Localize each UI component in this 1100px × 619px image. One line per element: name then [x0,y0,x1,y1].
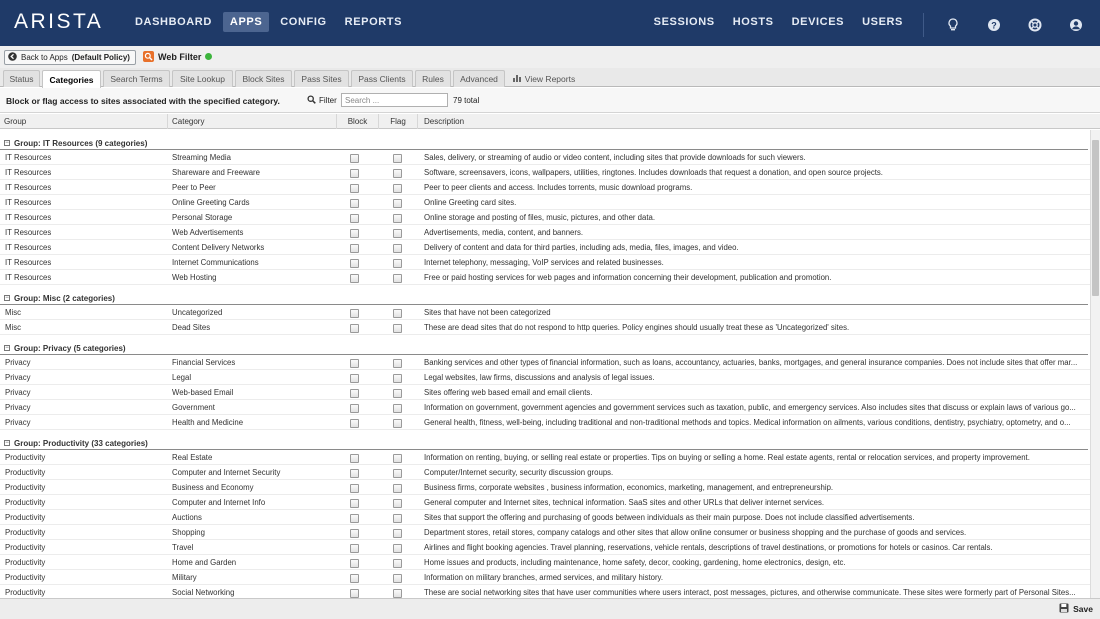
flag-checkbox[interactable] [393,469,402,478]
cell-group: Productivity [5,513,46,522]
cell-group: Productivity [5,498,46,507]
flag-checkbox[interactable] [393,484,402,493]
block-checkbox[interactable] [350,214,359,223]
support-icon[interactable] [1025,15,1045,35]
back-to-apps-button[interactable] [4,50,136,65]
table-row[interactable] [0,450,1090,465]
page-description: Block or flag access to sites associated with the specified category. [6,96,280,106]
tab-rules[interactable]: Rules [415,70,451,87]
cell-group: IT Resources [5,258,52,267]
tab-view-reports[interactable] [508,70,580,87]
cell-description: Sites offering web based email and email clients. [424,388,593,397]
cell-description: Business firms, corporate websites , business information, economics, marketing, management, and entrepreneurship. [424,483,834,492]
nav-config[interactable]: CONFIG [280,16,327,28]
cell-category: Internet Communications [172,258,259,267]
cell-category: Web Hosting [172,273,217,282]
table-row[interactable] [0,480,1090,495]
flag-checkbox[interactable] [393,309,402,318]
cell-description: Online Greeting card sites. [424,198,517,207]
column-header-category[interactable]: Category [168,114,337,129]
back-button-label: Back to Apps [21,53,68,62]
group-title: Group: Misc (2 categories) [14,294,115,303]
table-row[interactable] [0,320,1090,335]
lightbulb-icon[interactable] [943,15,963,35]
table-row[interactable] [0,370,1090,385]
cell-category: Business and Economy [172,483,254,492]
grid-header [0,114,1100,129]
table-row[interactable] [0,510,1090,525]
flag-checkbox[interactable] [393,404,402,413]
cell-group: Productivity [5,468,46,477]
flag-checkbox[interactable] [393,529,402,538]
block-checkbox[interactable] [350,484,359,493]
cell-description: Delivery of content and data for third parties, including ads, media, files, images, and video. [424,243,739,252]
group-title: Group: Privacy (5 categories) [14,344,126,353]
cell-description: Peer to peer clients and access. Includes torrents, music download programs. [424,183,693,192]
nav-divider [923,13,924,37]
cell-description: These are dead sites that do not respond to http queries. Policy engines should usually treat these as 'Uncategorized' sites. [424,323,850,332]
cell-group: Productivity [5,588,46,597]
cell-group: IT Resources [5,273,52,282]
save-icon [1059,603,1069,615]
flag-checkbox[interactable] [393,359,402,368]
nav-devices[interactable]: DEVICES [791,16,845,28]
block-checkbox[interactable] [350,229,359,238]
table-row[interactable] [0,525,1090,540]
cell-group: IT Resources [5,213,52,222]
back-arrow-icon [8,52,17,63]
tab-advanced[interactable]: Advanced [453,70,505,87]
block-checkbox[interactable] [350,559,359,568]
nav-sessions[interactable]: SESSIONS [653,16,715,28]
cell-group: Productivity [5,573,46,582]
table-row[interactable] [0,585,1090,598]
cell-category: Government [172,403,215,412]
cell-description: Online storage and posting of files, music, pictures, and other data. [424,213,656,222]
nav-users[interactable]: USERS [862,16,903,28]
cell-description: Airlines and flight booking agencies. Travel planning, reservations, vehicle rentals, descriptions of travel destinations, or promotions for hotels or casinos. Car rentals. [424,543,993,552]
tab-search-terms[interactable]: Search Terms [103,70,170,87]
cell-group: IT Resources [5,228,52,237]
cell-category: Financial Services [172,358,236,367]
cell-group: Productivity [5,543,46,552]
cell-category: Online Greeting Cards [172,198,250,207]
flag-checkbox[interactable] [393,199,402,208]
arista-logo[interactable]: ARISTA [14,10,104,33]
collapse-group-icon[interactable]: − [5,345,9,351]
cell-description: General computer and Internet sites, technical information. SaaS sites and other URLs that deliver internet services. [424,498,825,507]
cell-description: Department stores, retail stores, company catalogs and other sites that allow online consumer or business shopping and the purchase of goods and services. [424,528,967,537]
cell-description: Sites that support the offering and purchasing of goods between individuals as their main purpose. Does not include classified advertisements. [424,513,915,522]
block-checkbox[interactable] [350,404,359,413]
block-checkbox[interactable] [350,259,359,268]
save-label: Save [1073,604,1093,614]
cell-category: Peer to Peer [172,183,216,192]
flag-checkbox[interactable] [393,184,402,193]
cell-group: Misc [5,308,22,317]
cell-category: Streaming Media [172,153,231,162]
category-grid [0,130,1090,598]
block-checkbox[interactable] [350,359,359,368]
cell-description: Advertisements, media, content, and banners. [424,228,584,237]
block-checkbox[interactable] [350,514,359,523]
flag-checkbox[interactable] [393,454,402,463]
table-row[interactable] [0,150,1090,165]
block-checkbox[interactable] [350,589,359,598]
cell-group: IT Resources [5,153,52,162]
tab-pass-clients[interactable]: Pass Clients [351,70,413,87]
table-row[interactable] [0,570,1090,585]
view-reports-label: View Reports [524,73,576,84]
save-button[interactable] [1059,603,1093,615]
table-row[interactable] [0,255,1090,270]
scrollbar-thumb[interactable] [1092,140,1099,296]
tab-categories[interactable]: Categories [42,70,101,88]
cell-group: Misc [5,323,22,332]
cell-description: Information on government, government agencies and government services such as taxation, public, and emergency services. Also includes sites that discuss or explain laws of various go... [424,403,1076,412]
svg-text:?: ? [991,20,997,31]
block-checkbox[interactable] [350,309,359,318]
table-row[interactable] [0,225,1090,240]
cell-group: Productivity [5,483,46,492]
search-icon [307,95,316,106]
total-count: 79 total [453,96,480,105]
app-status-indicator [205,53,212,60]
cell-description: Sales, delivery, or streaming of audio or video content, including sites that provide downloads for such viewers. [424,153,806,162]
group-title: Group: IT Resources (9 categories) [14,139,148,148]
cell-category: Legal [172,373,192,382]
cell-description: Software, screensavers, icons, wallpapers, utilities, ringtones. Includes downloads that request a donation, and open source projects. [424,168,883,177]
cell-category: Home and Garden [172,558,237,567]
nav-icon-group [923,13,1086,37]
cell-description: Home issues and products, including maintenance, home safety, decor, cooking, gardening, home electronics, design, etc. [424,558,846,567]
tab-status[interactable]: Status [3,70,40,87]
flag-checkbox[interactable] [393,154,402,163]
flag-checkbox[interactable] [393,389,402,398]
flag-checkbox[interactable] [393,324,402,333]
tab-site-lookup[interactable]: Site Lookup [172,70,233,87]
block-checkbox[interactable] [350,274,359,283]
collapse-group-icon[interactable]: − [5,295,9,301]
cell-group: Privacy [5,403,31,412]
group-title: Group: Productivity (33 categories) [14,439,148,448]
filter-label: Filter [319,96,337,105]
flag-checkbox[interactable] [393,589,402,598]
nav-left [128,12,409,32]
block-checkbox[interactable] [350,469,359,478]
table-row[interactable] [0,355,1090,370]
block-checkbox[interactable] [350,199,359,208]
table-row[interactable] [0,240,1090,255]
cell-category: Military [172,573,197,582]
flag-checkbox[interactable] [393,499,402,508]
table-row[interactable] [0,165,1090,180]
block-checkbox[interactable] [350,544,359,553]
collapse-group-icon[interactable]: − [5,440,9,446]
top-navigation-bar [0,0,1100,46]
cell-description: Computer/Internet security, security discussion groups. [424,468,614,477]
cell-description: Legal websites, law firms, discussions and analysis of legal issues. [424,373,655,382]
block-checkbox[interactable] [350,454,359,463]
toolbar [0,88,1100,113]
cell-group: Privacy [5,388,31,397]
collapse-group-icon[interactable]: − [5,140,9,146]
block-checkbox[interactable] [350,374,359,383]
table-row[interactable] [0,305,1090,320]
cell-group: IT Resources [5,198,52,207]
cell-group: Privacy [5,358,31,367]
cell-description: Information on military branches, armed services, and military history. [424,573,664,582]
cell-group: Productivity [5,528,46,537]
flag-checkbox[interactable] [393,214,402,223]
cell-description: Free or paid hosting services for web pages and information concerning their development, publication and promotion. [424,273,832,282]
flag-checkbox[interactable] [393,574,402,583]
nav-apps[interactable]: APPS [223,12,269,32]
vertical-scrollbar[interactable] [1090,130,1100,598]
help-icon[interactable] [984,15,1004,35]
cell-category: Content Delivery Networks [172,243,265,252]
table-row[interactable] [0,495,1090,510]
search-input[interactable] [341,93,448,107]
column-header-block[interactable]: Block [337,114,379,129]
table-row[interactable] [0,270,1090,285]
cell-category: Web Advertisements [172,228,244,237]
cell-description: General health, fitness, well-being, including traditional and non-traditional methods and topics. Medical information on ailments, various conditions, dentistry, psychiatry, optometry, and o... [424,418,1071,427]
tab-block-sites[interactable]: Block Sites [235,70,292,87]
account-icon[interactable] [1066,15,1086,35]
table-row[interactable] [0,385,1090,400]
group-header[interactable] [0,430,1090,450]
cell-category: Computer and Internet Security [172,468,281,477]
cell-category: Uncategorized [172,308,223,317]
app-title [143,51,212,62]
flag-checkbox[interactable] [393,544,402,553]
column-header-description[interactable]: Description [424,117,465,126]
table-row[interactable] [0,180,1090,195]
tab-bar [0,68,1100,87]
block-checkbox[interactable] [350,184,359,193]
cell-category: Shopping [172,528,205,537]
cell-category: Social Networking [172,588,235,597]
column-header-group[interactable]: Group [0,114,168,129]
flag-checkbox[interactable] [393,169,402,178]
table-row[interactable] [0,400,1090,415]
flag-checkbox[interactable] [393,229,402,238]
cell-group: IT Resources [5,183,52,192]
app-header [0,46,1100,68]
flag-checkbox[interactable] [393,419,402,428]
group-header[interactable] [0,130,1090,150]
block-checkbox[interactable] [350,324,359,333]
table-row[interactable] [0,195,1090,210]
group-header[interactable] [0,335,1090,355]
cell-group: Productivity [5,558,46,567]
flag-checkbox[interactable] [393,514,402,523]
cell-description: Sites that have not been categorized [424,308,551,317]
cell-category: Health and Medicine [172,418,244,427]
cell-category: Web-based Email [172,388,234,397]
cell-description: Information on renting, buying, or selling real estate or properties. Tips on buying or selling a home. Real estate agents, rental or relocation services, and property improvement. [424,453,1030,462]
chart-icon [513,74,522,84]
flag-checkbox[interactable] [393,374,402,383]
table-row[interactable] [0,210,1090,225]
cell-category: Personal Storage [172,213,233,222]
cell-category: Computer and Internet Info [172,498,266,507]
filter-label-group [307,95,337,106]
cell-description: Internet telephony, messaging, VoIP services and related businesses. [424,258,664,267]
cell-description: These are social networking sites that have user communities where users interact, post messages, pictures, and otherwise communicate. These sites were formerly part of Personal Sites... [424,588,1076,597]
cell-description: Banking services and other types of financial information, such as loans, accountancy, actuaries, banks, mortgages, and general insurance companies. Does not include sites that offer mar... [424,358,1078,367]
block-checkbox[interactable] [350,244,359,253]
cell-category: Travel [172,543,194,552]
nav-hosts[interactable]: HOSTS [732,16,774,28]
block-checkbox[interactable] [350,529,359,538]
cell-group: IT Resources [5,168,52,177]
flag-checkbox[interactable] [393,259,402,268]
flag-checkbox[interactable] [393,274,402,283]
block-checkbox[interactable] [350,574,359,583]
back-button-policy: (Default Policy) [71,53,130,62]
table-row[interactable] [0,540,1090,555]
cell-group: Privacy [5,418,31,427]
table-row[interactable] [0,415,1090,430]
cell-group: IT Resources [5,243,52,252]
cell-category: Dead Sites [172,323,211,332]
block-checkbox[interactable] [350,154,359,163]
block-checkbox[interactable] [350,169,359,178]
block-checkbox[interactable] [350,389,359,398]
block-checkbox[interactable] [350,419,359,428]
nav-dashboard[interactable]: DASHBOARD [135,16,212,28]
cell-category: Auctions [172,513,202,522]
flag-checkbox[interactable] [393,559,402,568]
cell-group: Privacy [5,373,31,382]
footer-bar [0,598,1100,619]
block-checkbox[interactable] [350,499,359,508]
table-row[interactable] [0,555,1090,570]
tab-pass-sites[interactable]: Pass Sites [294,70,349,87]
cell-category: Shareware and Freeware [172,168,260,177]
cell-group: Productivity [5,453,46,462]
nav-reports[interactable]: REPORTS [344,16,403,28]
cell-category: Real Estate [172,453,213,462]
web-filter-icon [143,51,154,62]
table-row[interactable] [0,465,1090,480]
group-header[interactable] [0,285,1090,305]
flag-checkbox[interactable] [393,244,402,253]
nav-right [647,12,910,32]
column-header-flag[interactable]: Flag [379,114,418,129]
app-name: Web Filter [158,51,202,62]
